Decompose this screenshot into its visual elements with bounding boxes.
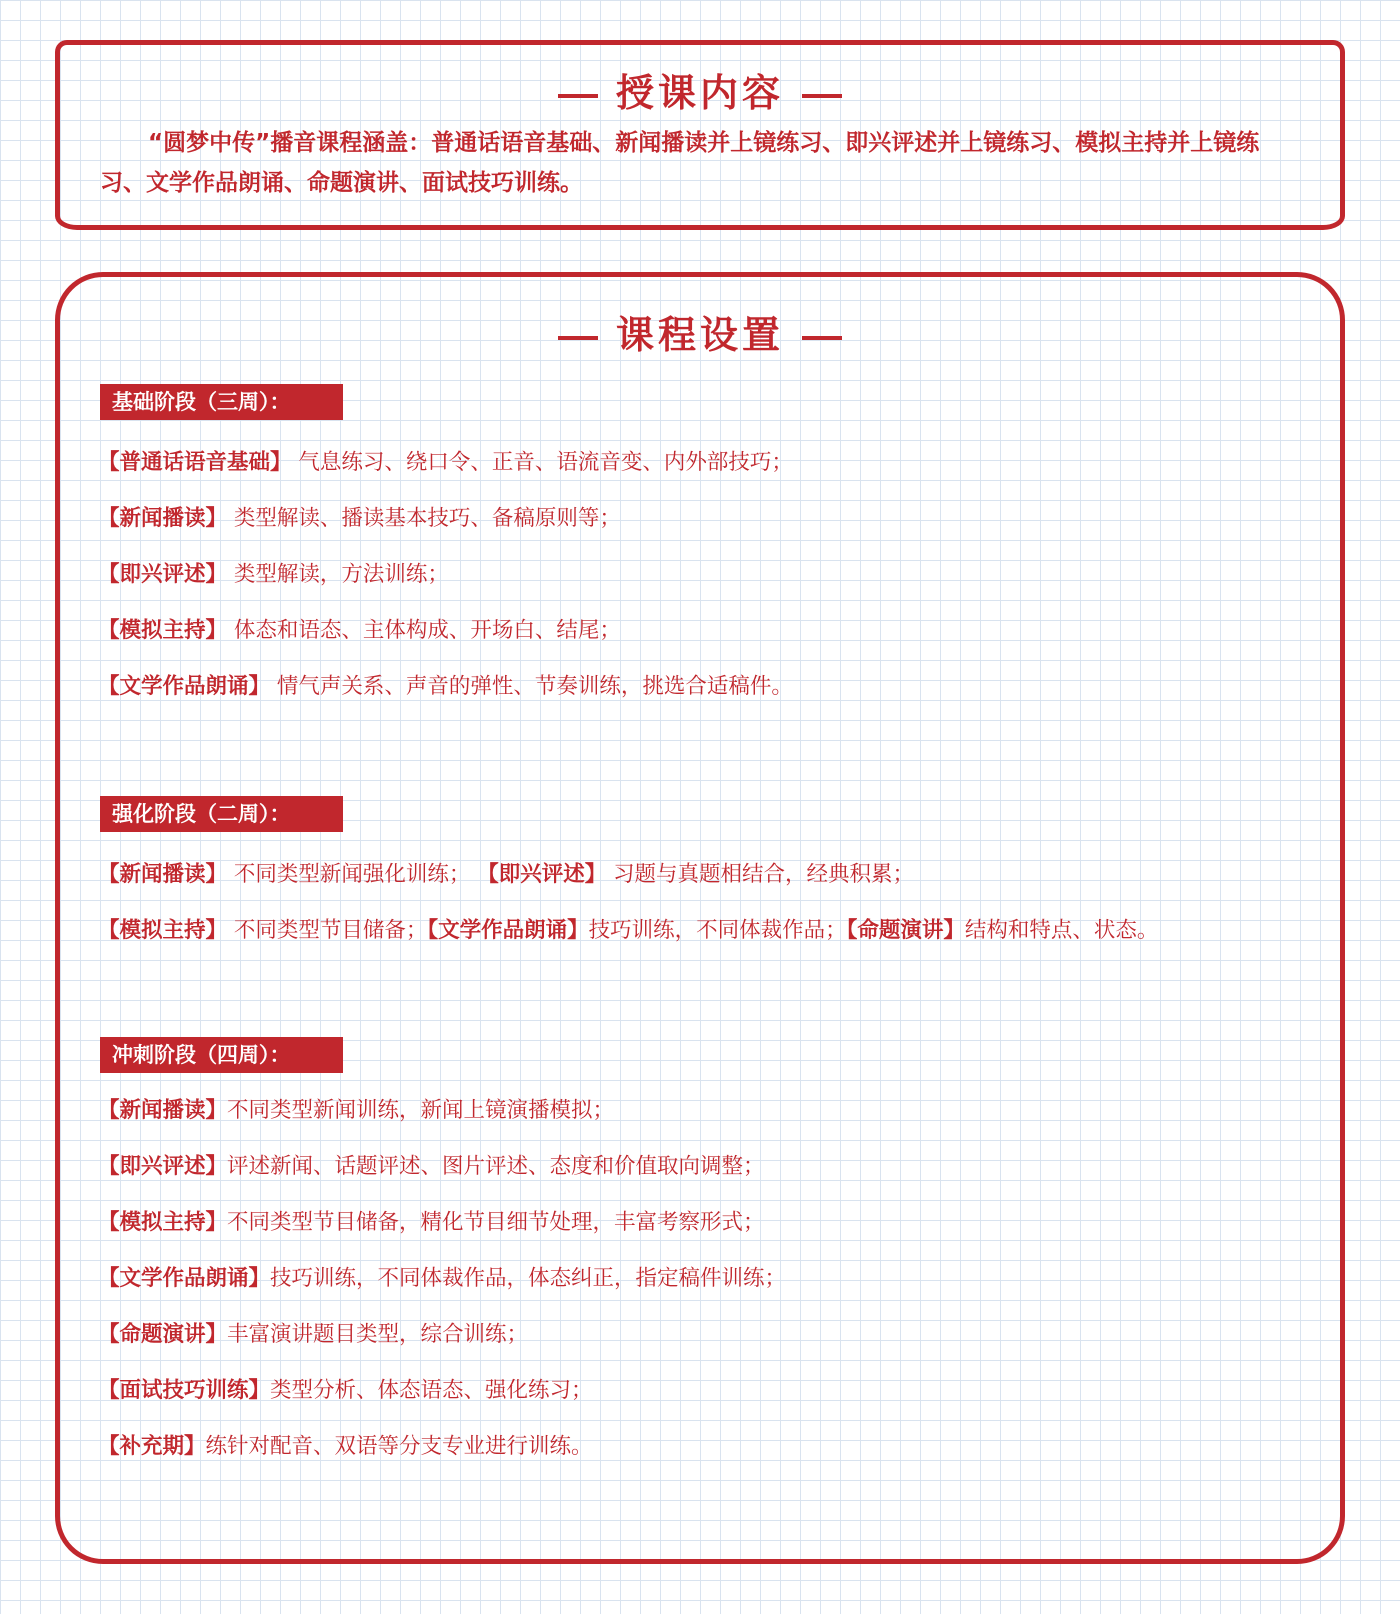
list-item <box>98 903 1332 959</box>
topic-label: 【新闻播读】 <box>98 1098 228 1123</box>
topic-desc: 类型解读，方法训练； <box>227 562 449 587</box>
list-item <box>98 1363 1332 1419</box>
list-item <box>98 1307 1332 1363</box>
topic-desc: 气息练习、绕口令、正音、语流音变、内外部技巧； <box>291 450 793 475</box>
topic-desc: 技巧训练，不同体裁作品，体态纠正，指定稿件训练； <box>270 1266 787 1291</box>
topic-label: 【即兴评述】 <box>477 862 607 887</box>
topic-label: 【普通话语音基础】 <box>98 450 292 475</box>
topic-desc: 不同类型节目储备； <box>227 918 428 943</box>
topic-desc: 不同类型节目储备，精化节目细节处理，丰富考察形式； <box>227 1210 765 1235</box>
teaching-content-text: “圆梦中传”播音课程涵盖：普通话语音基础、新闻播读并上镜练习、即兴评述并上镜练习、模拟主持并上镜练习、文学作品朗诵、命题演讲、面试技巧训练。 <box>100 130 1260 196</box>
list-item <box>98 1419 1332 1475</box>
topic-label: 【文学作品朗诵】 <box>98 674 271 699</box>
list-item <box>98 603 1332 659</box>
teaching-content-heading <box>60 62 1340 117</box>
topic-desc: 结构和特点、状态。 <box>964 918 1159 943</box>
topic-label: 【即兴评述】 <box>98 562 228 587</box>
list-item <box>98 659 1332 715</box>
topic-label: 【面试技巧训练】 <box>98 1378 271 1403</box>
list-item <box>98 547 1332 603</box>
heading-dash-right <box>802 94 842 98</box>
topic-label: 【模拟主持】 <box>98 618 228 643</box>
stage-badge-basic: 基础阶段（三周）： <box>100 384 343 420</box>
course-setup-title: 课程设置 <box>615 313 784 357</box>
topic-desc: 技巧训练，不同体裁作品； <box>588 918 847 943</box>
topic-desc: 体态和语态、主体构成、开场白、结尾； <box>227 618 621 643</box>
topic-label: 【命题演讲】 <box>846 918 965 943</box>
list-item <box>98 1083 1332 1139</box>
list-item <box>98 435 1332 491</box>
stage-badge-sprint: 冲刺阶段（四周）： <box>100 1037 343 1073</box>
topic-label: 【模拟主持】 <box>98 1210 228 1235</box>
teaching-content-panel <box>55 40 1345 230</box>
topic-desc: 类型解读、播读基本技巧、备稿原则等； <box>227 506 621 531</box>
topic-desc: 不同类型新闻强化训练； <box>227 862 478 887</box>
teaching-content-title: 授课内容 <box>615 71 784 115</box>
topic-label: 【即兴评述】 <box>98 1154 228 1179</box>
list-item <box>98 1139 1332 1195</box>
topic-label: 【新闻播读】 <box>98 862 228 887</box>
topic-label: 【补充期】 <box>98 1434 206 1459</box>
topic-label: 【新闻播读】 <box>98 506 228 531</box>
topic-desc: 丰富演讲题目类型，综合训练； <box>227 1322 529 1347</box>
stage-badge-intensive: 强化阶段（二周）： <box>100 796 343 832</box>
topic-label: 【文学作品朗诵】 <box>427 918 589 943</box>
topic-label: 【命题演讲】 <box>98 1322 228 1347</box>
topic-desc: 情气声关系、声音的弹性、节奏训练，挑选合适稿件。 <box>270 674 793 699</box>
list-item <box>98 1251 1332 1307</box>
topic-desc: 类型分析、体态语态、强化练习； <box>270 1378 593 1403</box>
list-item <box>98 847 1332 903</box>
stage-basic-list <box>98 435 1332 715</box>
stage-intensive-list <box>98 847 1332 959</box>
topic-label: 【文学作品朗诵】 <box>98 1266 271 1291</box>
list-item <box>98 491 1332 547</box>
course-setup-panel <box>55 272 1345 1564</box>
list-item <box>98 1195 1332 1251</box>
heading-dash-left <box>558 94 598 98</box>
heading-dash-right <box>802 336 842 340</box>
topic-label: 【模拟主持】 <box>98 918 228 943</box>
topic-desc: 不同类型新闻训练，新闻上镜演播模拟； <box>227 1098 615 1123</box>
course-setup-heading <box>60 304 1340 359</box>
topic-desc: 评述新闻、话题评述、图片评述、态度和价值取向调整； <box>227 1154 765 1179</box>
heading-dash-left <box>558 336 598 340</box>
topic-desc: 练针对配音、双语等分支专业进行训练。 <box>205 1434 593 1459</box>
topic-desc: 习题与真题相结合，经典积累； <box>606 862 915 887</box>
stage-sprint-list <box>98 1083 1332 1475</box>
